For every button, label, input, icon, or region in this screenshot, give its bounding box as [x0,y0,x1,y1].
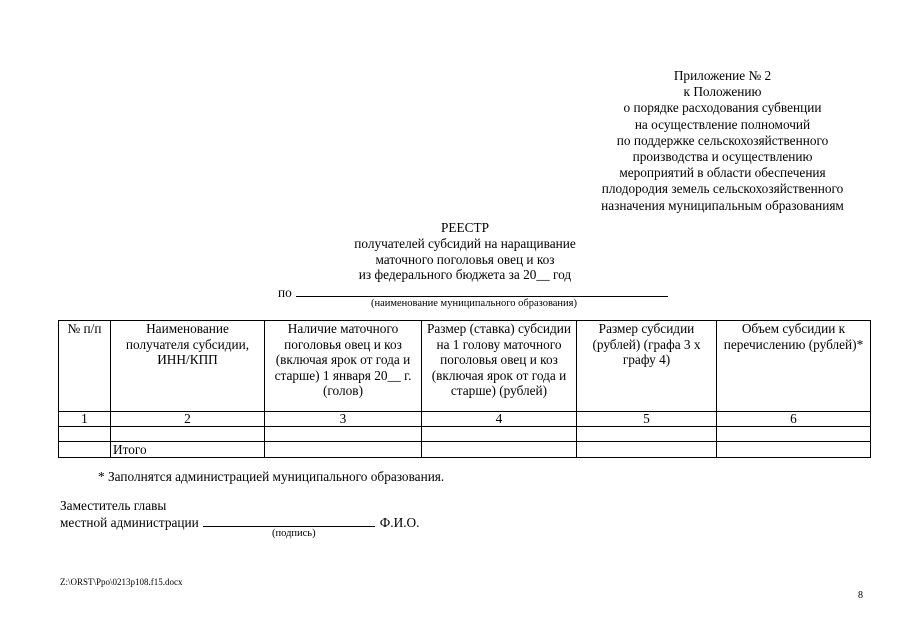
table-cell [265,427,422,442]
signer-fio: Ф.И.О. [379,515,420,530]
table-header-cell: № п/п [59,321,111,412]
column-number-cell: 5 [577,412,717,427]
registry-title [230,220,700,283]
appendix-line: назначения муниципальным образованиям [601,197,844,213]
appendix-line: плодородия земель сельскохозяйственного [601,181,844,197]
appendix-line: к Положению [683,84,762,100]
appendix-line: мероприятий в области обеспечения [619,165,826,181]
signature-blank [203,514,375,527]
municipality-prefix: по [278,285,292,300]
registry-title-line: из федерального бюджета за 20__ год [358,267,572,283]
total-label: Итого [111,442,265,458]
registry-title-line: получателей субсидий на наращивание [354,235,576,251]
table-cell [577,427,717,442]
table-cell [717,442,871,458]
page-number: 8 [858,590,863,601]
appendix-line: по поддержке сельскохозяйственного [616,132,829,148]
appendix-line: о порядке расходования субвенции [623,100,822,116]
footnote: * Заполнятся администрацией муниципального образования. [98,469,445,484]
table-header-cell: Наличие маточного поголовья овец и коз (включая ярок от года и старше) 1 января 20__ г. (голов) [265,321,422,412]
table-cell [422,427,577,442]
table-column-numbers-row [59,412,871,427]
municipality-caption: (наименование муниципального образования) [370,298,578,309]
appendix-header [560,68,885,214]
registry-title-heading: РЕЕСТР [440,220,490,235]
column-number-cell: 2 [111,412,265,427]
table-header-cell: Наименование получателя субсидии, ИНН/КПП [111,321,265,412]
table-total-row [59,442,871,458]
signature-caption: (подпись) [272,528,316,539]
table-cell [717,427,871,442]
table-cell [422,442,577,458]
table-row [59,427,871,442]
table-header-cell: Объем субсидии к перечислению (рублей)* [717,321,871,412]
column-number-cell: 3 [265,412,422,427]
signature-block [60,498,419,531]
appendix-line: на осуществление полномочий [634,116,811,132]
municipality-blank [296,283,668,297]
column-number-cell: 1 [59,412,111,427]
column-number-cell: 4 [422,412,577,427]
appendix-line: Приложение № 2 [673,68,772,83]
table-cell [265,442,422,458]
table-cell [59,442,111,458]
registry-table [58,320,871,458]
table-header-row [59,321,871,412]
signer-title: Заместитель главы [60,498,167,513]
table-header-cell: Размер (ставка) субсидии на 1 голову маточного поголовья овец и коз (включая ярок от года и старше) (рублей) [422,321,577,412]
file-path: Z:\ORST\Ppo\0213p108.f15.docx [60,577,183,587]
appendix-line: производства и осуществлению [632,149,813,165]
column-number-cell: 6 [717,412,871,427]
table-cell [111,427,265,442]
table-header-cell: Размер субсидии (рублей) (графа 3 х графу 4) [577,321,717,412]
registry-title-line: маточного поголовья овец и коз [375,251,555,267]
table-cell [59,427,111,442]
signer-position: местной администрации [60,515,199,530]
table-cell [577,442,717,458]
signer-line [60,514,419,531]
